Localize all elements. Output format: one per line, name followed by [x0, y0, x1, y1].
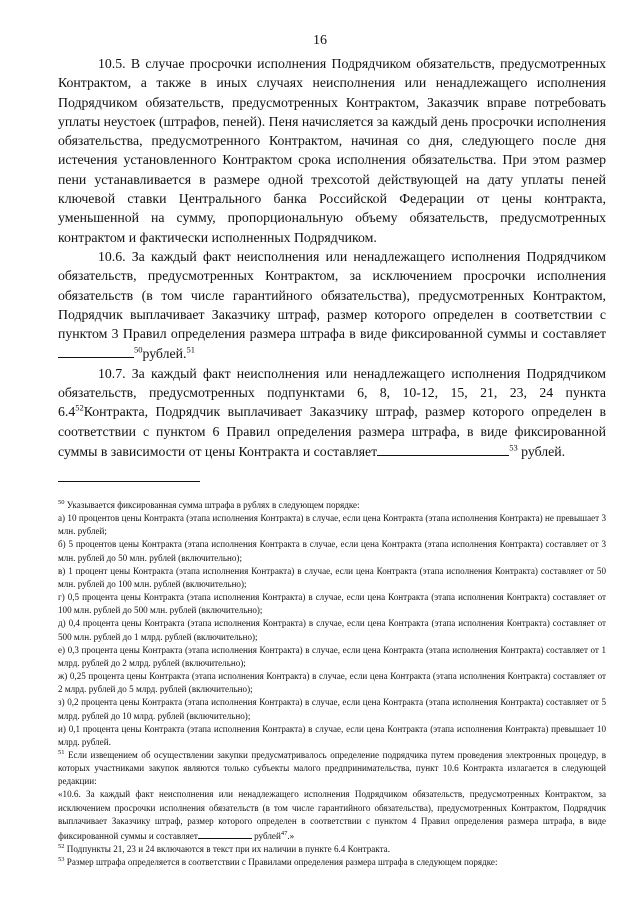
clause-10-5-text: 10.5. В случае просрочки исполнения Подрядчиком обязательств, предусмотренных Контрактом, а также в иных случаях неисполнения или ненадлежащего исполнения Подрядчиком обязательств, предусмотренных Контрактом, Заказчик вправе потребовать уплаты неустоек (штрафов, пеней). Пеня начисляется за каждый день просрочки исполнения обязательства, предусмотренного Контрактом, начиная со дня, следующего после дня истечения установленного Контрактом срока исполнения обязательства. При этом размер пени устанавливается в размере одной трехсотой действующей на дату уплаты пеней ключевой ставки Центрального банка Российской Федерации от цены контракта, уменьшенной на сумму, пропорциональную объему обязательств, предусмотренных контрактом и фактически исполненных Подрядчиком.	[58, 56, 607, 245]
footnote-ref-52: 52	[75, 402, 84, 413]
amount-blank	[377, 441, 509, 456]
footnote-ref-47: 47	[280, 829, 288, 837]
footnote-50-item: б) 5 процентов цены Контракта (этапа исполнения Контракта в случае, если цена Контракта (этапа исполнения Контракта) составляет от 3 млн. рублей до 50 млн. рублей (включительно);	[58, 539, 606, 563]
footnote-number: 53	[58, 856, 65, 864]
footnote-ref-50: 50	[134, 344, 143, 355]
footnote-text: Если извещением об осуществлении закупки предусматривалось определение подрядчика путем проведения электронных процедур, в которых участниками закупок являются только субъекты малого предпринимательства, пункт 10.6 Контракта излагается в следующей редакции:	[58, 749, 606, 787]
footnote-text: Подпункты 21, 23 и 24 включаются в текст при их наличии в пункте 6.4 Контракта.	[66, 844, 390, 855]
clause-10-7-end: рублей.	[521, 443, 566, 459]
footnote-text: Размер штрафа определяется в соответствии с Правилами определения размера штрафа в следующем порядке:	[66, 857, 498, 868]
footnote-50-item: г) 0,5 процента цены Контракта (этапа исполнения Контракта) в случае, если цена Контракта (этапа исполнения Контракта) составляет от 100 млн. рублей до 500 млн. рублей (включительно);	[58, 592, 606, 616]
footnote-52	[58, 843, 606, 856]
footnote-51	[58, 749, 606, 788]
footnote-quote-end: .»	[287, 830, 295, 841]
amount-blank	[198, 828, 252, 839]
footnote-50-item: ж) 0,25 процента цены Контракта (этапа исполнения Контракта) в случае, если цена Контракта (этапа исполнения Контракта) составляет от 2 млрд. рублей до 5 млрд. рублей (включительно);	[58, 671, 606, 695]
clause-10-5	[58, 54, 606, 247]
page-number: 16	[313, 33, 327, 48]
footnote-50-item: и) 0,1 процента цены Контракта (этапа исполнения Контракта) в случае, если цена Контракта (этапа исполнения Контракта) превышает 10 млрд. рублей.	[58, 723, 606, 747]
footnote-number: 52	[58, 843, 65, 851]
footnote-50-item: е) 0,3 процента цены Контракта (этапа исполнения Контракта) в случае, если цена Контракта (этапа исполнения Контракта) составляет от 1 млрд. рублей до 2 млрд. рублей (включительно);	[58, 644, 606, 668]
footnote-ref-51: 51	[186, 344, 195, 355]
clause-10-7-text-cont: Контракта, Подрядчик выплачивает Заказчику штраф, размер которого определен в соответствии с пунктом 6 Правил определения размера штрафа, в виде фиксированной суммы в зависимости от цены Контракта и составляет	[58, 404, 606, 459]
footnote-number: 50	[58, 498, 65, 506]
clause-10-6-text: 10.6. За каждый факт неисполнения или ненадлежащего исполнения Подрядчиком обязательств, предусмотренных Контрактом, за исключением просрочки исполнения обязательств (в том числе гарантийного обязательства), предусмотренных Контрактом, Подрядчик выплачивает Заказчику штраф, размер которого определен в соответствии с пунктом 3 Правил определения размера штрафа в виде фиксированной суммы и составляет	[58, 248, 606, 342]
clause-10-7	[58, 364, 606, 461]
clause-10-7-text: 10.7. За каждый факт неисполнения или ненадлежащего исполнения Подрядчиком обязательств, предусмотренных подпунктами 6, 8, 10-12, 15, 21, 23, 24 пункта 6.4	[58, 365, 606, 420]
contract-body	[58, 54, 606, 461]
footnote-separator	[58, 481, 200, 482]
footnote-text: Указывается фиксированная сумма штрафа в рублях в следующем порядке:	[66, 500, 360, 510]
footnote-50-item: з) 0,2 процента цены Контракта (этапа исполнения Контракта) в случае, если цена Контракта (этапа исполнения Контракта) составляет от 5 млрд. рублей до 10 млрд. рублей (включительно);	[58, 697, 606, 721]
clause-10-6-end: рублей.	[142, 346, 187, 362]
footnotes	[58, 499, 606, 869]
footnote-50-item: д) 0,4 процента цены Контракта (этапа исполнения Контракта) в случае, если цена Контракта (этапа исполнения Контракта) составляет от 500 млн. рублей до 1 млрд. рублей (включительно);	[58, 618, 606, 642]
footnote-53	[58, 856, 606, 869]
footnote-ref-53: 53	[509, 442, 518, 453]
amount-blank	[58, 343, 134, 358]
footnote-51-quote	[58, 788, 606, 843]
footnote-50	[58, 499, 606, 512]
footnote-quote-text: «10.6. За каждый факт неисполнения или ненадлежащего исполнения Подрядчиком обязательств, предусмотренных Контрактом, за исключением просрочки исполнения обязательств (в том числе гарантийного обязательства), предусмотренных Контрактом, Подрядчик выплачивает Заказчику штраф, размер которого определен в соответствии с пунктом 4 Правил определения размера штрафа, в виде фиксированной суммы и составляет	[58, 789, 606, 841]
footnote-quote-rubles: рублей	[254, 830, 281, 841]
footnote-number: 51	[58, 748, 65, 756]
clause-10-6	[58, 247, 606, 364]
footnote-50-item: а) 10 процентов цены Контракта (этапа исполнения Контракта) в случае, если цена Контракта (этапа исполнения Контракта) не превышает 3 млн. рублей;	[58, 513, 606, 537]
footnote-50-item: в) 1 процент цены Контракта (этапа исполнения Контракта) в случае, если цена Контракта (этапа исполнения Контракта) составляет от 50 млн. рублей до 100 млн. рублей (включительно);	[58, 565, 606, 589]
